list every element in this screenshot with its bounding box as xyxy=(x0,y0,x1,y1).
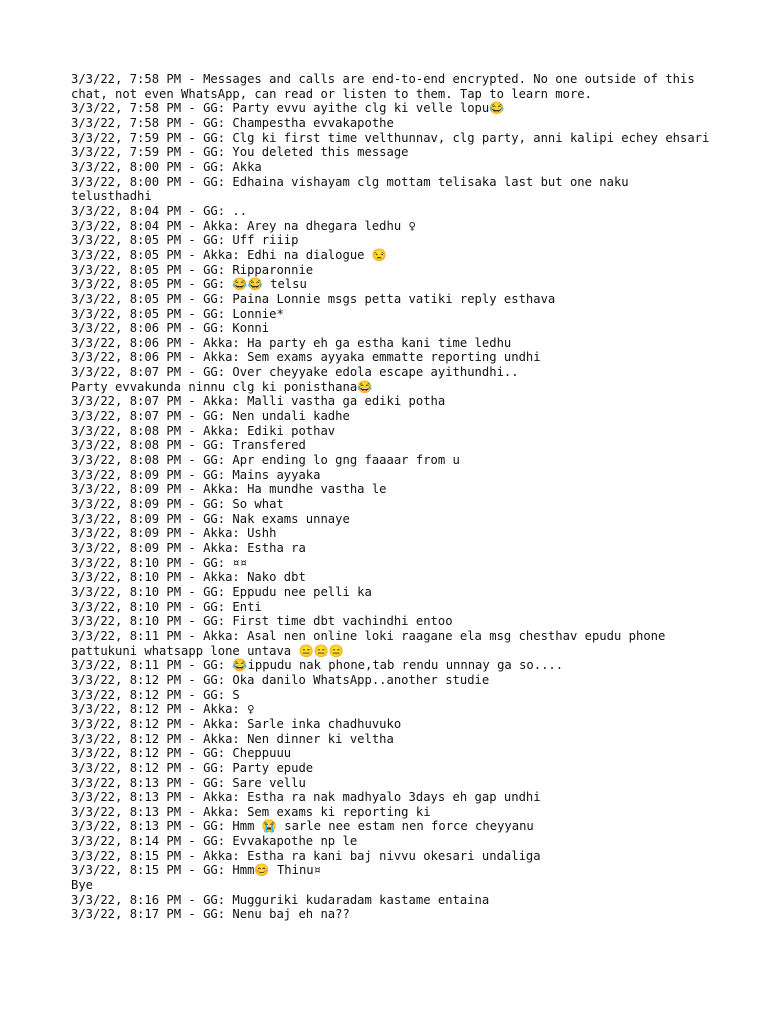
chat-line: 3/3/22, 8:06 PM - GG: Konni xyxy=(71,321,270,336)
chat-line: 3/3/22, 8:07 PM - Akka: Malli vastha ga ediki potha xyxy=(71,394,446,409)
chat-line: 3/3/22, 8:13 PM - Akka: Estha ra nak madhyalo 3days eh gap undhi xyxy=(71,790,541,805)
chat-line: 3/3/22, 8:12 PM - Akka: Sarle inka chadhuvuko xyxy=(71,716,402,731)
chat-line: Party evvakunda ninnu clg ki ponisthana😂 xyxy=(71,379,373,394)
chat-line: 3/3/22, 8:05 PM - GG: Ripparonnie xyxy=(71,262,314,277)
chat-line: 3/3/22, 8:00 PM - GG: Edhaina vishayam clg mottam telisaka last but one naku telusthadhi xyxy=(71,174,636,204)
chat-line: 3/3/22, 7:58 PM - GG: Champestha evvakapothe xyxy=(71,115,394,130)
chat-line: 3/3/22, 8:12 PM - GG: S xyxy=(71,687,240,702)
chat-line: 3/3/22, 8:15 PM - Akka: Estha ra kani baj nivvu okesari undaliga xyxy=(71,848,541,863)
chat-line: 3/3/22, 8:08 PM - GG: Apr ending lo gng faaaar from u xyxy=(71,453,460,468)
chat-line: 3/3/22, 8:13 PM - GG: Sare vellu xyxy=(71,775,306,790)
chat-line: 3/3/22, 8:13 PM - Akka: Sem exams ki reporting ki xyxy=(71,804,431,819)
chat-line: 3/3/22, 8:17 PM - GG: Nenu baj eh na?? xyxy=(71,907,350,922)
chat-line: 3/3/22, 8:11 PM - Akka: Asal nen online loki raagane ela msg chesthav epudu phone pattukuni whatsapp lone untava 😑😑😑 xyxy=(71,628,673,658)
chat-line: 3/3/22, 8:05 PM - GG: Uff riiip xyxy=(71,233,299,248)
chat-line: 3/3/22, 8:06 PM - Akka: Ha party eh ga estha kani time ledhu xyxy=(71,335,512,350)
chat-line: 3/3/22, 8:12 PM - GG: Oka danilo WhatsApp..another studie xyxy=(71,672,490,687)
chat-line: 3/3/22, 8:16 PM - GG: Mugguriki kudaradam kastame entaina xyxy=(71,892,490,907)
chat-line: 3/3/22, 8:15 PM - GG: Hmm😊 Thinu¤ xyxy=(71,863,321,878)
chat-line: 3/3/22, 8:06 PM - Akka: Sem exams ayyaka emmatte reporting undhi xyxy=(71,350,541,365)
chat-line: 3/3/22, 8:04 PM - GG: .. xyxy=(71,203,248,218)
chat-line: 3/3/22, 8:10 PM - GG: First time dbt vachindhi entoo xyxy=(71,614,453,629)
chat-line: 3/3/22, 8:07 PM - GG: Over cheyyake edola escape ayithundhi.. xyxy=(71,365,519,380)
chat-line: 3/3/22, 8:05 PM - GG: 😂😂 telsu xyxy=(71,277,307,292)
chat-line: 3/3/22, 8:09 PM - GG: So what xyxy=(71,497,284,512)
chat-line: 3/3/22, 8:05 PM - GG: Paina Lonnie msgs petta vatiki reply esthava xyxy=(71,291,556,306)
chat-line: 3/3/22, 8:10 PM - Akka: Nako dbt xyxy=(71,570,306,585)
chat-line: 3/3/22, 8:12 PM - GG: Cheppuuu xyxy=(71,746,292,761)
chat-line: 3/3/22, 8:12 PM - GG: Party epude xyxy=(71,760,314,775)
chat-line: 3/3/22, 8:00 PM - GG: Akka xyxy=(71,159,262,174)
chat-line: 3/3/22, 8:10 PM - GG: Eppudu nee pelli ka xyxy=(71,584,372,599)
chat-line: 3/3/22, 8:11 PM - GG: 😂ippudu nak phone,tab rendu unnnay ga so.... xyxy=(71,658,564,673)
chat-line: 3/3/22, 8:12 PM - Akka: Nen dinner ki veltha xyxy=(71,731,394,746)
chat-export-text xyxy=(71,72,711,922)
chat-line: 3/3/22, 8:13 PM - GG: Hmm 😭 sarle nee estam nen force cheyyanu xyxy=(71,819,534,834)
chat-line: 3/3/22, 7:58 PM - Messages and calls are end-to-end encrypted. No one outside of this chat, not even WhatsApp, can read or listen to them. Tap to learn more. xyxy=(71,72,703,101)
chat-line: 3/3/22, 7:59 PM - GG: Clg ki first time velthunnav, clg party, anni kalipi echey ehsari xyxy=(71,130,710,145)
chat-line: 3/3/22, 8:08 PM - Akka: Ediki pothav xyxy=(71,423,336,438)
chat-line: 3/3/22, 8:09 PM - Akka: Estha ra xyxy=(71,541,306,555)
chat-line: 3/3/22, 7:58 PM - GG: Party evvu ayithe clg ki velle lopu😂 xyxy=(71,101,505,116)
chat-line: 3/3/22, 8:07 PM - GG: Nen undali kadhe xyxy=(71,409,350,424)
chat-line: 3/3/22, 8:10 PM - GG: Enti xyxy=(71,599,262,614)
chat-line: 3/3/22, 8:09 PM - Akka: Ushh xyxy=(71,526,277,541)
chat-line: 3/3/22, 8:14 PM - GG: Evvakapothe np le xyxy=(71,834,358,849)
chat-line: Bye xyxy=(71,878,94,893)
chat-line: 3/3/22, 8:09 PM - GG: Mains ayyaka xyxy=(71,467,321,482)
chat-line: 3/3/22, 8:05 PM - GG: Lonnie* xyxy=(71,306,284,321)
chat-line: 3/3/22, 8:12 PM - Akka: ♀ xyxy=(71,702,255,717)
chat-line: 3/3/22, 8:09 PM - Akka: Ha mundhe vastha le xyxy=(71,482,387,497)
chat-line: 3/3/22, 8:05 PM - Akka: Edhi na dialogue 😒 xyxy=(71,247,388,262)
chat-line: 3/3/22, 8:09 PM - GG: Nak exams unnaye xyxy=(71,511,350,526)
chat-line: 3/3/22, 8:10 PM - GG: ¤¤ xyxy=(71,555,248,570)
chat-line: 3/3/22, 7:59 PM - GG: You deleted this message xyxy=(71,145,409,160)
chat-line: 3/3/22, 8:04 PM - Akka: Arey na dhegara ledhu ♀ xyxy=(71,218,416,233)
chat-line: 3/3/22, 8:08 PM - GG: Transfered xyxy=(71,438,306,453)
